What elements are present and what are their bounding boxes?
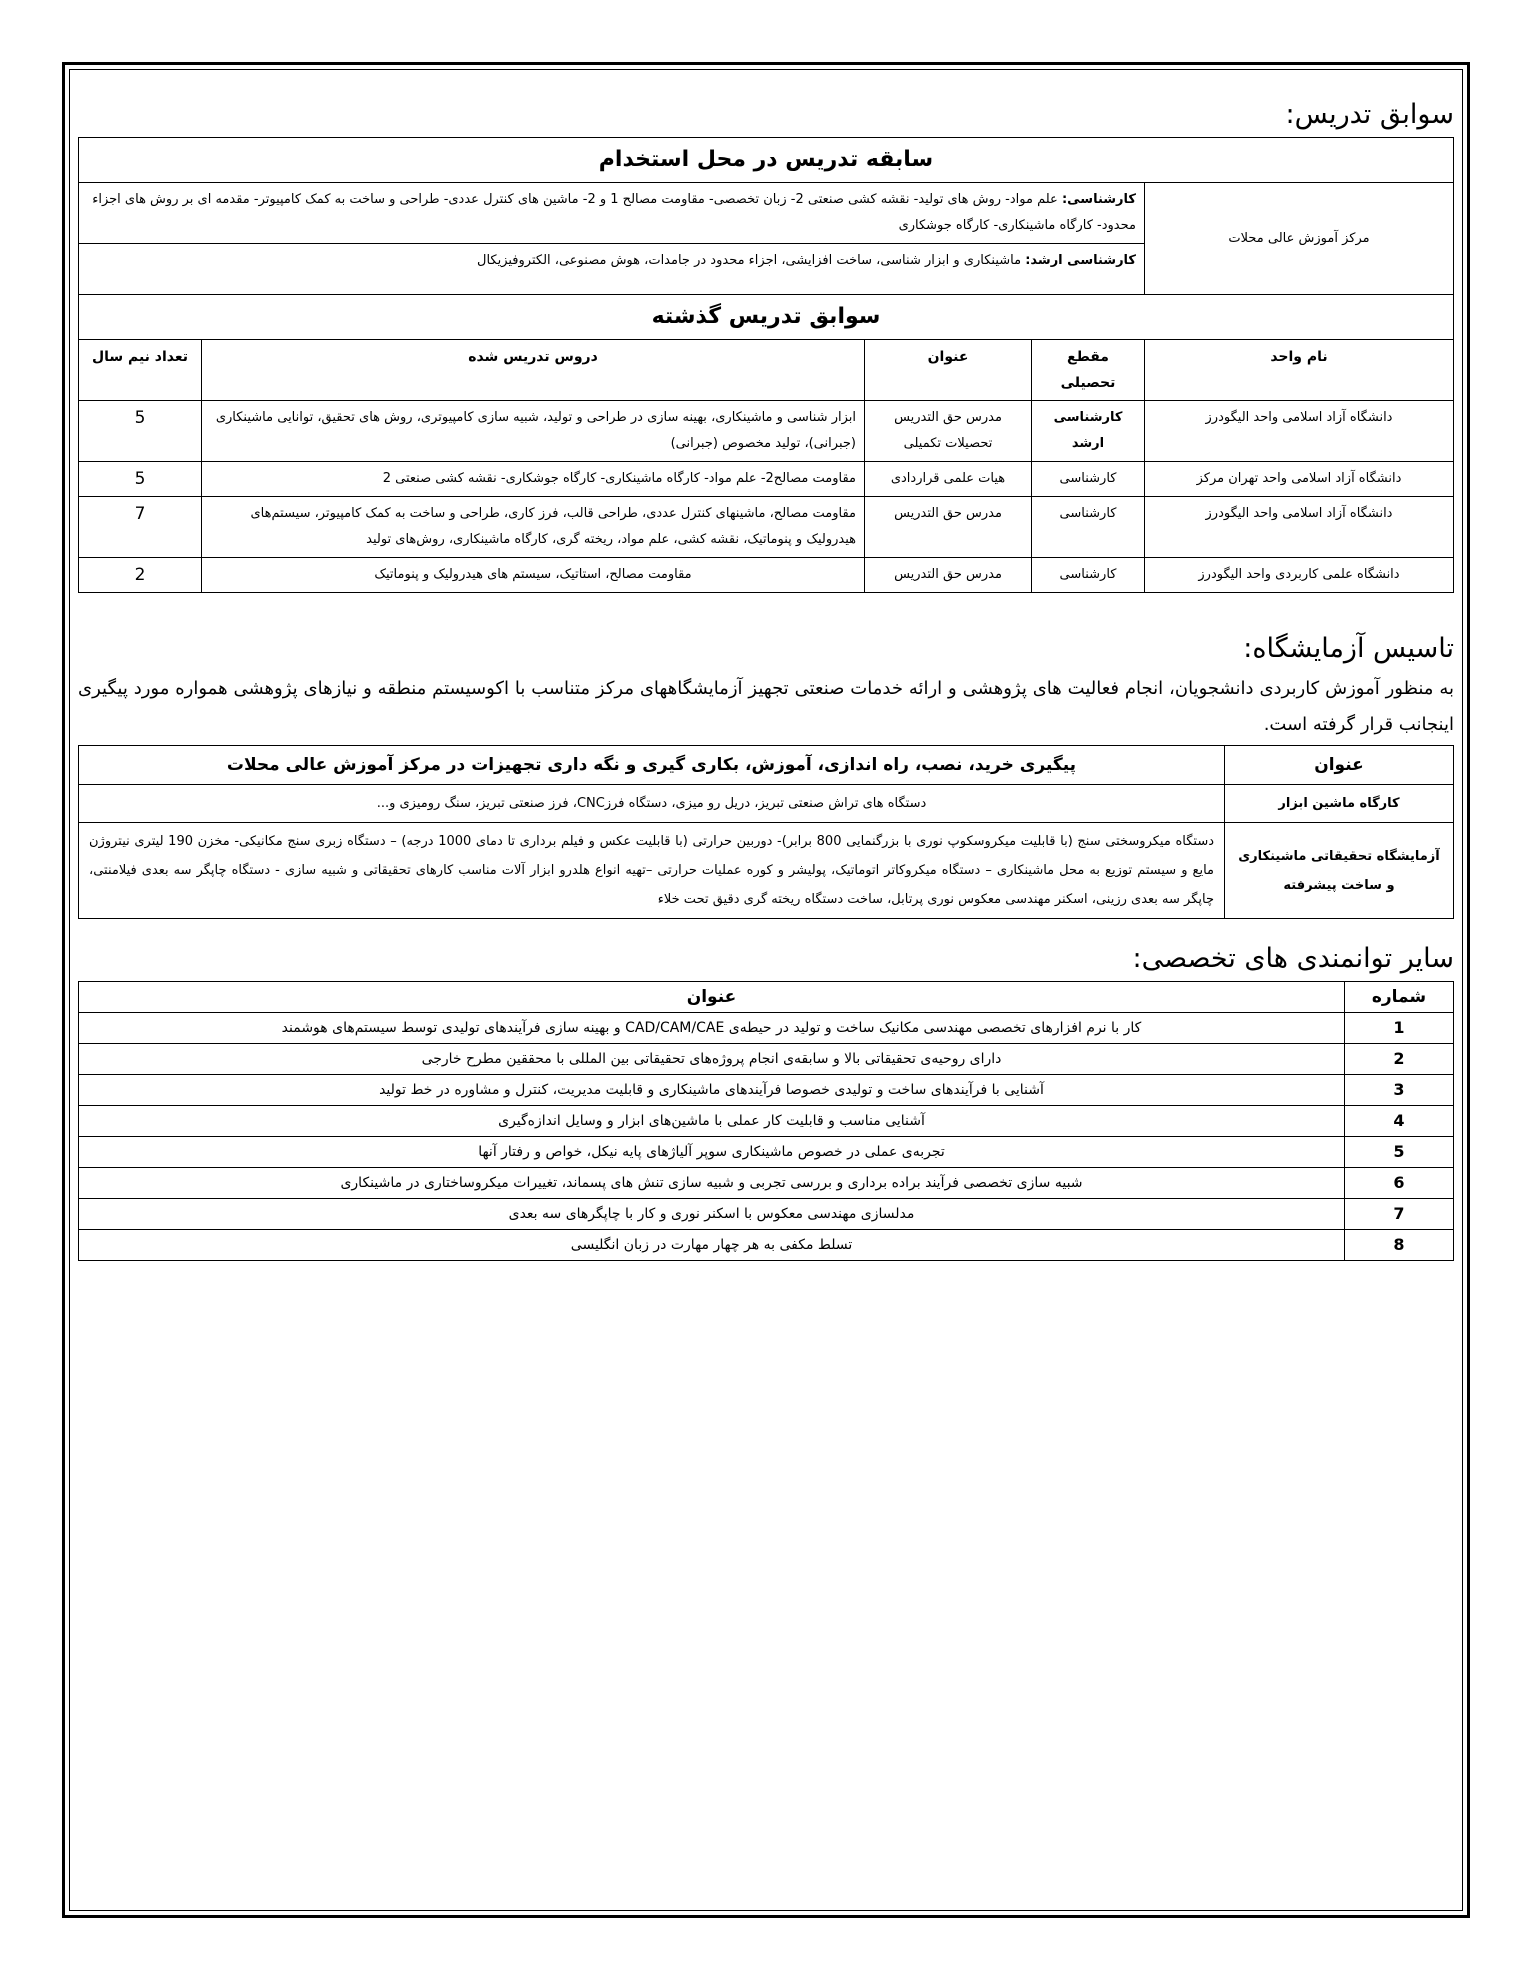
- table-row: [79, 558, 1454, 593]
- skill-num: 4: [1345, 1106, 1454, 1137]
- row-unit: دانشگاه آزاد اسلامی واحد تهران مرکز: [1145, 462, 1454, 497]
- bachelor-text: علم مواد- روش های تولید- نقشه کشی صنعتی 2- زبان تخصصی- مقاومت مصالح 1 و 2- ماشین های کنترل عددی- طراحی و ساخت به کمک کامپیوتر- مقدمه ای بر روش های اجزاء محدود- کارگاه ماشینکاری- کارگاه جوشکاری: [92, 192, 1136, 233]
- lab-col-title: عنوان: [1225, 746, 1454, 785]
- past-teaching-header: [79, 340, 1454, 401]
- lab-table: [78, 745, 1454, 919]
- teaching-table: [78, 137, 1454, 593]
- skill-num: 8: [1345, 1230, 1454, 1261]
- lab-row-name: آزمایشگاه تحقیقاتی ماشینکاری و ساخت پیشرفته: [1225, 823, 1454, 919]
- bachelor-courses: [79, 183, 1145, 244]
- row-unit: دانشگاه آزاد اسلامی واحد الیگودرز: [1145, 401, 1454, 462]
- skill-text: آشنایی با فرآیندهای ساخت و تولیدی خصوصا فرآیندهای ماشینکاری و قابلیت مدیریت، کنترل و مشاوره در خط تولید: [79, 1075, 1345, 1106]
- row-courses: مقاومت مصالح2- علم مواد- کارگاه ماشینکاری- کارگاه جوشکاری- نقشه کشی صنعتی 2: [202, 462, 865, 497]
- table-row: [79, 1044, 1454, 1075]
- col-title: عنوان: [865, 340, 1032, 401]
- skill-text: مدلسازی مهندسی معکوس با اسکنر نوری و کار با چاپگرهای سه بعدی: [79, 1199, 1345, 1230]
- skills-table: [78, 981, 1454, 1261]
- master-courses: [79, 244, 1145, 295]
- skill-num: 2: [1345, 1044, 1454, 1075]
- skill-num: 6: [1345, 1168, 1454, 1199]
- master-label: کارشناسی ارشد:: [1025, 253, 1136, 268]
- bachelor-label: کارشناسی:: [1061, 192, 1136, 207]
- lab-row-name: کارگاه ماشین ابزار: [1225, 785, 1454, 823]
- table-row: [79, 1199, 1454, 1230]
- lab-row-desc: دستگاه میکروسختی سنج (با قابلیت میکروسکوپ نوری با بزرگنمایی 800 برابر)- دوربین حرارتی (با قابلیت عکس و فیلم برداری تا دمای 1000 درجه) – دستگاه زبری سنج مکانیکی- مخزن 190 لیتری نیتروژن مایع و سیستم توزیع به محل ماشینکاری – دستگاه میکروکاتر اتوماتیک، پولیشر و کوره عملیات حرارتی –تهیه انواع هلدرو ابزار آلات مناسب کارهای تحقیقاتی و شبیه سازی - دستگاه چاپگر سه بعدی فیلامنتی، چاپگر سه بعدی رزینی، اسکنر مهندسی معکوس نوری پرتابل، ساخت دستگاه ریخته گری دقیق تحت خلاء: [79, 823, 1225, 919]
- row-semesters: 5: [79, 401, 202, 462]
- skill-text: دارای روحیه‌ی تحقیقاتی بالا و سابقه‌ی انجام پروژه‌های تحقیقاتی بین المللی با محققین مطرح خارجی: [79, 1044, 1345, 1075]
- row-unit: دانشگاه علمی کاربردی واحد الیگودرز: [1145, 558, 1454, 593]
- skill-text: کار با نرم افزارهای تخصصی مهندسی مکانیک ساخت و تولید در حیطه‌ی CAD/CAM/CAE و بهینه سازی فرآیندهای تولیدی توسط سیستم‌های هوشمند: [79, 1013, 1345, 1044]
- lab-table-header: [79, 746, 1454, 785]
- skills-col-title: عنوان: [79, 982, 1345, 1013]
- skill-num: 5: [1345, 1137, 1454, 1168]
- table-row: [79, 401, 1454, 462]
- lab-row-desc: دستگاه های تراش صنعتی تبریز، دریل رو میزی، دستگاه فرزCNC، فرز صنعتی تبریز، سنگ رومیزی و...: [79, 785, 1225, 823]
- row-unit: دانشگاه آزاد اسلامی واحد الیگودرز: [1145, 497, 1454, 558]
- row-courses: ابزار شناسی و ماشینکاری، بهینه سازی در طراحی و تولید، شبیه سازی کامپیوتری، روش های تحقیق، توانایی ماشینکاری (جبرانی)، تولید مخصوص (جبرانی): [202, 401, 865, 462]
- row-courses: مقاومت مصالح، ماشینهای کنترل عددی، طراحی قالب، فرز کاری، طراحی و ساخت به کمک کامپیوتر، سیستم‌های هیدرولیک و پنوماتیک، نقشه کشی، علم مواد، ریخته گری، کارگاه ماشینکاری، روش‌های تولید: [202, 497, 865, 558]
- skill-text: تسلط مکفی به هر چهار مهارت در زبان انگلیسی: [79, 1230, 1345, 1261]
- table-row: [79, 1230, 1454, 1261]
- table-row: [79, 1013, 1454, 1044]
- row-title: مدرس حق التدریس: [865, 497, 1032, 558]
- skill-text: آشنایی مناسب و قابلیت کار عملی با ماشین‌های ابزار و وسایل اندازه‌گیری: [79, 1106, 1345, 1137]
- skill-num: 3: [1345, 1075, 1454, 1106]
- row-courses: مقاومت مصالح، استاتیک، سیستم های هیدرولیک و پنوماتیک: [202, 558, 865, 593]
- col-semesters: تعداد نیم سال: [79, 340, 202, 401]
- col-courses: دروس تدریس شده: [202, 340, 865, 401]
- table-row: [79, 1075, 1454, 1106]
- table-row: [79, 1137, 1454, 1168]
- row-title: مدرس حق التدریس: [865, 558, 1032, 593]
- row-semesters: 2: [79, 558, 202, 593]
- skills-table-header: [79, 982, 1454, 1013]
- table-row: [79, 1106, 1454, 1137]
- row-level: کارشناسی ارشد: [1032, 401, 1145, 462]
- skills-heading: سایر توانمندی های تخصصی:: [1132, 943, 1454, 974]
- row-title: مدرس حق التدریس تحصیلات تکمیلی: [865, 401, 1032, 462]
- row-semesters: 7: [79, 497, 202, 558]
- skills-col-num: شماره: [1345, 982, 1454, 1013]
- table-row: [79, 785, 1454, 823]
- past-teaching-title: سوابق تدریس گذشته: [79, 295, 1454, 340]
- lab-col-desc: پیگیری خرید، نصب، راه اندازی، آموزش، بکاری گیری و نگه داری تجهیزات در مرکز آموزش عالی محلات: [79, 746, 1225, 785]
- row-title: هیات علمی قراردادی: [865, 462, 1032, 497]
- row-level: کارشناسی: [1032, 462, 1145, 497]
- row-level: کارشناسی: [1032, 497, 1145, 558]
- institution-cell: مرکز آموزش عالی محلات: [1145, 183, 1454, 295]
- table-row: [79, 497, 1454, 558]
- table-row: [79, 462, 1454, 497]
- skill-text: شبیه سازی تخصصی فرآیند براده برداری و بررسی تجربی و شبیه سازی تنش های پسماند، تغییرات میکروساختاری در ماشینکاری: [79, 1168, 1345, 1199]
- row-semesters: 5: [79, 462, 202, 497]
- skill-num: 7: [1345, 1199, 1454, 1230]
- table-row: [79, 823, 1454, 919]
- col-level: مقطع تحصیلی: [1032, 340, 1145, 401]
- skill-text: تجربه‌ی عملی در خصوص ماشینکاری سوپر آلیاژهای پایه نیکل، خواص و رفتار آنها: [79, 1137, 1345, 1168]
- skill-num: 1: [1345, 1013, 1454, 1044]
- col-unit: نام واحد: [1145, 340, 1454, 401]
- master-text: ماشینکاری و ابزار شناسی، ساخت افزایشی، اجزاء محدود در جامدات، هوش مصنوعی، الکتروفیزیکال: [477, 253, 1022, 268]
- row-level: کارشناسی: [1032, 558, 1145, 593]
- lab-paragraph: به منظور آموزش کاربردی دانشجویان، انجام فعالیت های پژوهشی و ارائه خدمات صنعتی تجهیز آزمایشگاههای مرکز متناسب با اکوسیستم منطقه و نیازهای پژوهشی همواره مورد پیگیری اینجانب قرار گرفته است.: [78, 678, 1454, 735]
- lab-heading: تاسیس آزمایشگاه:: [1243, 633, 1454, 664]
- table-row: [79, 1168, 1454, 1199]
- current-teaching-title: سابقه تدریس در محل استخدام: [79, 138, 1454, 183]
- document-content: [78, 95, 1454, 1261]
- teaching-heading: سوابق تدریس:: [1285, 99, 1454, 130]
